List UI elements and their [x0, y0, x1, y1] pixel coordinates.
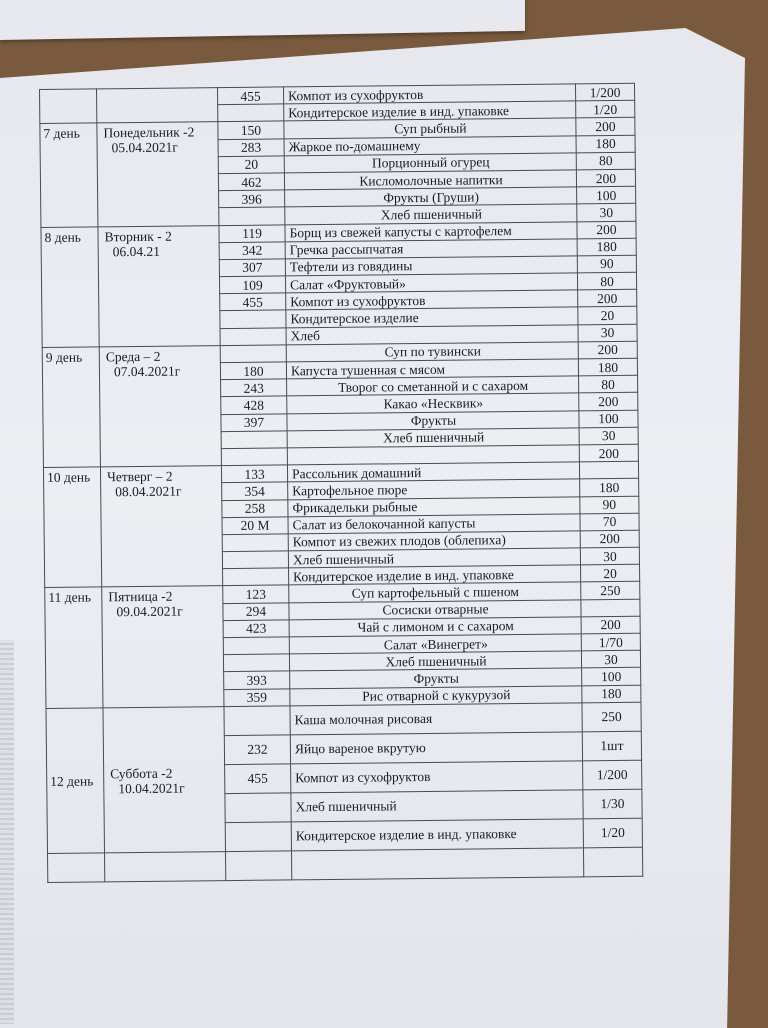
paper-edge-stack [0, 640, 14, 1024]
dish-name: Каша молочная рисовая [290, 703, 582, 735]
dish-code [222, 551, 288, 569]
portion-size: 80 [577, 272, 636, 290]
dish-name: Фрукты (Груши) [285, 187, 577, 207]
dish-code: 294 [223, 603, 289, 621]
portion-size: 20 [578, 307, 637, 325]
dish-name: Гречка рассыпчатая [285, 239, 577, 259]
weekday-date [102, 586, 224, 708]
portion-size: 200 [577, 221, 636, 239]
dish-name: Фрукты [287, 410, 579, 430]
portion-size: 200 [576, 118, 635, 136]
menu-table [39, 83, 643, 883]
dish-name: Кондитерское изделие в инд. упаковке [291, 819, 583, 851]
portion-size: 200 [579, 393, 638, 411]
dish-name: Кондитерское изделие в инд. упаковке [289, 565, 581, 585]
portion-size: 1/200 [575, 83, 634, 101]
dish-code [225, 793, 291, 823]
portion-size: 200 [579, 444, 638, 462]
dish-code: 393 [224, 671, 290, 689]
portion-size: 200 [578, 341, 637, 359]
dish-code: 20 М [222, 517, 288, 535]
date-label: 09.04.2021г [116, 603, 183, 620]
weekday-date [100, 466, 222, 588]
dish-code: 397 [221, 413, 287, 431]
portion-size: 90 [577, 255, 636, 273]
weekday-date [103, 706, 226, 852]
dish-name: Жаркое по-домашнему [284, 135, 576, 155]
weekday-label: Понедельник -2 [103, 124, 195, 141]
dish-name: Кондитерское изделие [286, 307, 578, 327]
dish-name: Салат «Винегрет» [289, 634, 581, 654]
day-number: 11 день [45, 587, 103, 708]
empty-cell [583, 847, 642, 877]
dish-code [224, 706, 290, 736]
weekday-label: Среда – 2 [105, 348, 161, 365]
portion-size: 180 [577, 238, 636, 256]
portion-size: 200 [578, 290, 637, 308]
dish-code: 123 [223, 585, 289, 603]
dish-name: Капуста тушенная с мясом [286, 359, 578, 379]
date-label: 05.04.2021г [111, 139, 178, 156]
dish-name: Яйцо вареное вкрутую [290, 732, 582, 764]
dish-code [221, 431, 287, 449]
dish-code [223, 568, 289, 586]
portion-size: 20 [581, 564, 640, 582]
empty-row [48, 847, 643, 882]
portion-size: 1/20 [583, 818, 642, 848]
portion-size: 250 [581, 582, 640, 600]
date-label: 10.04.2021г [118, 780, 185, 796]
dish-code: 180 [220, 362, 286, 380]
weekday-date [98, 225, 220, 347]
dish-name: Борщ из свежей капусты с картофелем [285, 221, 577, 241]
portion-size: 30 [580, 547, 639, 565]
weekday-date [97, 122, 219, 226]
empty-cell [291, 848, 583, 880]
empty-cell [225, 851, 291, 881]
dish-name: Кисломолочные напитки [284, 170, 576, 190]
dish-name: Хлеб пшеничный [287, 428, 579, 448]
date-label: 06.04.21 [112, 243, 161, 259]
day-number: 7 день [40, 123, 98, 227]
portion-size: 1/200 [583, 760, 642, 790]
portion-size: 200 [581, 616, 640, 634]
portion-size: 1шт [582, 731, 641, 761]
portion-size: 100 [582, 668, 641, 686]
dish-name: Хлеб пшеничный [289, 651, 581, 671]
date-label: 07.04.2021г [113, 363, 181, 380]
weekday-date [99, 345, 221, 467]
portion-size: 80 [576, 152, 635, 170]
dish-name: Рассольник домашний [287, 462, 579, 482]
portion-size: 250 [582, 702, 641, 732]
portion-size [581, 599, 640, 617]
portion-size: 180 [576, 135, 635, 153]
dish-code: 354 [222, 482, 288, 500]
dish-code [223, 654, 289, 672]
date-label: 08.04.2021г [115, 483, 182, 500]
dish-name: Творог со сметанной и с сахаром [287, 376, 579, 396]
empty-cell [104, 851, 225, 881]
weekday-label: Суббота -2 [110, 765, 173, 782]
portion-size: 180 [582, 685, 641, 703]
dish-code: 462 [218, 173, 284, 191]
dish-code [221, 448, 287, 466]
portion-size: 80 [579, 375, 638, 393]
dish-name: Картофельное пюре [288, 479, 580, 499]
dish-name: Порционный огурец [284, 153, 576, 173]
portion-size: 100 [579, 410, 638, 428]
dish-code [218, 104, 284, 122]
dish-code [223, 637, 289, 655]
portion-size: 30 [578, 324, 637, 342]
menu-table-body [40, 83, 643, 882]
dish-code: 396 [219, 190, 285, 208]
dish-name: Салат из белокочанной капусты [288, 514, 580, 534]
dish-name: Какао «Несквик» [287, 393, 579, 413]
dish-code: 428 [221, 396, 287, 414]
dish-code: 455 [220, 293, 286, 311]
portion-size: 1/30 [583, 789, 642, 819]
day-number: 12 день [46, 708, 105, 854]
dish-code: 359 [224, 688, 290, 706]
dish-code [220, 328, 286, 346]
dish-code: 20 [218, 156, 284, 174]
dish-code: 455 [225, 764, 291, 794]
weekday-label: Четверг – 2 [106, 468, 173, 485]
dish-name: Суп рыбный [284, 118, 576, 138]
dish-name: Хлеб пшеничный [288, 548, 580, 568]
dish-name: Тефтели из говядины [285, 256, 577, 276]
dish-code [220, 345, 286, 363]
date-cell [97, 88, 218, 124]
dish-code [219, 207, 285, 225]
day-cell [40, 89, 97, 124]
dish-name: Компот из сухофруктов [283, 84, 575, 104]
dish-code: 342 [219, 242, 285, 260]
weekday-label: Вторник - 2 [104, 228, 172, 244]
dish-code: 283 [218, 138, 284, 156]
weekday-label: Пятница -2 [108, 589, 173, 605]
dish-name: Компот из сухофруктов [286, 290, 578, 310]
dish-code: 109 [219, 276, 285, 294]
portion-size: 30 [579, 427, 638, 445]
dish-name: Салат «Фруктовый» [285, 273, 577, 293]
dish-name: Суп по тувински [286, 342, 578, 362]
dish-code: 423 [223, 620, 289, 638]
dish-name: Фрикадельки рыбные [288, 496, 580, 516]
dish-code: 133 [221, 465, 287, 483]
empty-cell [48, 853, 105, 883]
portion-size: 200 [580, 530, 639, 548]
dish-code: 258 [222, 499, 288, 517]
portion-size: 180 [578, 358, 637, 376]
portion-size: 30 [581, 650, 640, 668]
dish-name: Хлеб [286, 324, 578, 344]
day-number: 9 день [42, 347, 100, 468]
dish-code: 243 [221, 379, 287, 397]
dish-name: Сосиски отварные [289, 599, 581, 619]
dish-code: 232 [224, 735, 290, 765]
dish-name: Рис отварной с кукурузой [290, 685, 582, 705]
dish-code: 119 [219, 224, 285, 242]
portion-size: 70 [580, 513, 639, 531]
dish-code [222, 534, 288, 552]
dish-code: 150 [218, 121, 284, 139]
dish-name: Суп картофельный с пшеном [289, 582, 581, 602]
portion-size: 180 [580, 479, 639, 497]
portion-size: 90 [580, 496, 639, 514]
dish-name: Кондитерское изделие в инд. упаковке [284, 101, 576, 121]
dish-name: Компот из свежих плодов (облепиха) [288, 531, 580, 551]
day-number: 10 день [43, 467, 101, 588]
dish-code [225, 822, 291, 852]
portion-size: 1/70 [581, 633, 640, 651]
dish-code: 455 [217, 87, 283, 105]
portion-size [579, 461, 638, 479]
dish-code: 307 [219, 259, 285, 277]
background-paper-sheet [0, 0, 525, 40]
dish-code [220, 310, 286, 328]
portion-size: 200 [576, 169, 635, 187]
dish-name: Фрукты [290, 668, 582, 688]
portion-size: 100 [577, 186, 636, 204]
portion-size: 30 [577, 204, 636, 222]
dish-name: Хлеб пшеничный [291, 790, 583, 822]
dish-name: Чай с лимоном и с сахаром [289, 617, 581, 637]
dish-name: Компот из сухофруктов [291, 761, 583, 793]
day-number: 8 день [41, 226, 99, 347]
portion-size: 1/20 [576, 100, 635, 118]
dish-name: Хлеб пшеничный [285, 204, 577, 224]
